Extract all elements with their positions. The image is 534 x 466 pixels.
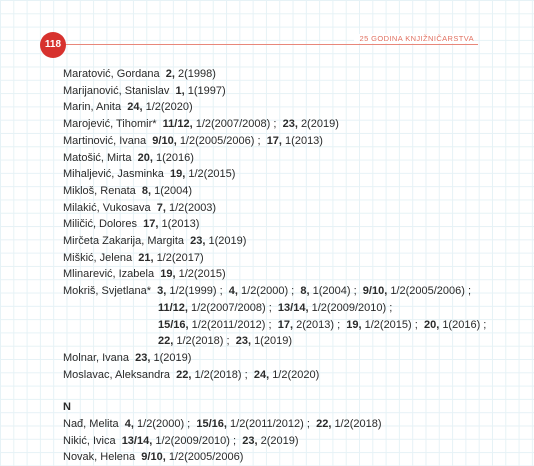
index-entry (63, 350, 503, 367)
volume-reference (160, 268, 225, 280)
index-section-m (63, 66, 503, 383)
volume-number: 20, (137, 151, 153, 164)
author-index (63, 66, 503, 466)
volume-number: 8, (300, 285, 310, 298)
reference-separator: ; (389, 301, 393, 314)
volume-reference (176, 85, 226, 97)
issue-year: 1/2(2003) (169, 201, 217, 214)
volume-number: 8, (141, 184, 152, 197)
volume-reference (267, 135, 323, 147)
issue-year: 1(2013) (285, 134, 323, 147)
volume-reference (158, 335, 223, 347)
author-name: Marojević, Tihomir* (63, 118, 157, 131)
volume-reference (152, 135, 254, 147)
volume-reference (278, 302, 386, 314)
reference-separator: ; (219, 285, 223, 298)
issue-year: 1(2016) (155, 151, 194, 164)
volume-number: 13/14, (121, 434, 153, 447)
index-section-n (63, 416, 503, 466)
author-name: Nađ, Melita (63, 418, 119, 431)
issue-year: 1/2(2015) (188, 168, 236, 181)
reference-separator: ; (268, 318, 272, 331)
index-entry (63, 200, 503, 217)
author-name: Mlinarević, Izabela (63, 268, 155, 281)
issue-year: 1/2(2005/2006) (179, 134, 255, 147)
issue-year: 1/2(2011/2012) (191, 318, 266, 331)
volume-number: 22, (176, 368, 192, 381)
index-entry (63, 99, 503, 116)
volume-number: 9/10, (141, 451, 166, 464)
issue-year: 1/2(2020) (272, 368, 320, 381)
author-name: Miličić, Dolores (63, 218, 137, 231)
issue-year: 2(2019) (300, 118, 339, 131)
volume-reference (122, 435, 230, 447)
volume-reference (300, 285, 350, 297)
author-name: Molnar, Ivana (63, 351, 130, 364)
volume-number: 9/10, (152, 134, 177, 147)
volume-reference (158, 302, 266, 314)
volume-number: 22, (316, 418, 332, 431)
volume-number: 15/16, (196, 418, 227, 431)
volume-reference (138, 152, 194, 164)
index-entry (63, 183, 503, 200)
page-number-badge: 118 (40, 32, 66, 58)
index-entry (63, 449, 503, 466)
index-entry (63, 133, 503, 150)
issue-year: 1(2004) (312, 285, 351, 298)
volume-number: 17, (266, 134, 282, 147)
volume-number: 13/14, (277, 301, 309, 314)
volume-reference (190, 235, 246, 247)
volume-number: 17, (143, 218, 159, 231)
author-name: Maratović, Gordana (63, 68, 160, 80)
reference-separator: ; (291, 285, 295, 298)
volume-reference (157, 202, 216, 214)
volume-number: 22, (158, 335, 174, 348)
issue-year: 1/2(2015) (178, 268, 226, 281)
volume-number: 4, (228, 285, 238, 298)
volume-number: 23, (282, 118, 298, 131)
header-rule (54, 44, 478, 45)
volume-reference (196, 418, 303, 430)
issue-year: 2(2013) (296, 318, 334, 331)
index-entry (63, 250, 503, 267)
volume-reference (143, 218, 199, 230)
issue-year: 1/2(2015) (364, 318, 412, 331)
volume-number: 20, (423, 318, 440, 331)
index-entry (63, 66, 503, 83)
volume-reference (163, 118, 271, 130)
issue-year: 1/2(2009/2010) (311, 301, 387, 314)
volume-number: 24, (253, 368, 270, 381)
author-name: Marijanović, Stanislav (63, 84, 170, 97)
volume-number: 7, (156, 201, 166, 214)
volume-number: 2, (165, 68, 175, 80)
issue-year: 1(1997) (187, 84, 226, 97)
author-name: Nikić, Ivica (63, 434, 116, 447)
author-name: Matošić, Mirta (63, 151, 132, 164)
reference-separator: ; (414, 318, 418, 331)
volume-reference (236, 335, 292, 347)
index-entry (63, 116, 503, 133)
issue-year: 1/2(2000) (241, 285, 289, 298)
issue-year: 2(1998) (177, 68, 216, 80)
reference-separator: ; (483, 318, 487, 331)
volume-number: 21, (138, 251, 154, 264)
page-header (0, 28, 534, 62)
author-name: Mokriš, Svjetlana* (63, 285, 152, 298)
volume-reference (424, 319, 480, 331)
reference-separator: ; (306, 418, 310, 431)
issue-year: 1/2(2018) (334, 418, 382, 431)
index-entry (63, 233, 503, 250)
index-entry (63, 283, 503, 300)
volume-reference (142, 185, 192, 197)
author-name: Novak, Helena (63, 451, 136, 464)
index-entry (63, 166, 503, 183)
volume-reference (242, 435, 298, 447)
index-entry-continuation (63, 317, 503, 334)
issue-year: 1/2(2000) (137, 418, 185, 431)
volume-number: 1, (175, 84, 185, 97)
issue-year: 1/2(2011/2012) (230, 418, 304, 431)
issue-year: 1/2(2007/2008) (195, 118, 271, 131)
volume-reference (278, 319, 334, 331)
reference-separator: ; (257, 134, 261, 147)
issue-year: 1(2016) (442, 318, 481, 331)
volume-reference (283, 118, 339, 130)
issue-year: 1(2019) (153, 351, 192, 364)
volume-reference (176, 369, 241, 381)
volume-reference (158, 319, 265, 331)
issue-year: 1/2(2005/2006) (168, 451, 244, 464)
volume-number: 19, (346, 318, 362, 331)
volume-reference (138, 252, 203, 264)
volume-reference (166, 68, 216, 80)
volume-reference (346, 319, 411, 331)
running-title: 25 GODINA KNJIŽNIČARSTVA (354, 34, 474, 43)
reference-separator: ; (337, 318, 341, 331)
volume-reference (316, 418, 381, 430)
volume-reference (254, 369, 319, 381)
volume-reference (170, 168, 235, 180)
index-entry-continuation (63, 300, 503, 317)
volume-number: 23, (235, 335, 251, 348)
author-name: Marin, Anita (63, 101, 122, 114)
reference-separator: ; (468, 285, 472, 298)
volume-number: 24, (127, 101, 143, 114)
volume-number: 17, (277, 318, 294, 331)
volume-number: 11/12, (158, 301, 188, 314)
issue-year: 1/2(2018) (176, 335, 224, 348)
section-letter-n: N (63, 401, 71, 414)
reference-separator: ; (353, 285, 357, 298)
volume-number: 23, (190, 235, 206, 248)
reference-separator: ; (233, 434, 237, 447)
volume-number: 23, (135, 351, 151, 364)
volume-number: 19, (170, 168, 186, 181)
volume-reference (125, 418, 184, 430)
issue-year: 1(2004) (154, 184, 193, 197)
author-name: Moslavac, Aleksandra (63, 368, 170, 381)
index-entry-continuation (63, 333, 503, 350)
volume-reference (229, 285, 288, 297)
index-entry (63, 266, 503, 283)
issue-year: 1/2(2018) (194, 368, 242, 381)
author-name: Miškić, Jelena (63, 251, 133, 264)
issue-year: 1/2(1999) (169, 285, 217, 298)
volume-reference (157, 285, 216, 297)
volume-number: 23, (242, 434, 258, 447)
index-entry (63, 416, 503, 433)
issue-year: 2(2019) (260, 434, 299, 447)
reference-separator: ; (268, 301, 272, 314)
volume-number: 9/10, (362, 285, 388, 298)
issue-year: 1/2(2005/2006) (390, 285, 465, 298)
issue-year: 1/2(2017) (156, 251, 204, 264)
reference-separator: ; (226, 335, 230, 348)
reference-separator: ; (273, 118, 277, 131)
issue-year: 1/2(2020) (145, 101, 193, 114)
issue-year: 1/2(2007/2008) (191, 301, 266, 314)
author-name: Milakić, Vukosava (63, 201, 151, 214)
issue-year: 1(2019) (208, 235, 247, 248)
index-entry (63, 150, 503, 167)
volume-reference (135, 352, 191, 364)
index-entry (63, 367, 503, 384)
volume-reference (363, 285, 465, 297)
index-entry (63, 216, 503, 233)
author-name: Mirčeta Zakarija, Margita (63, 235, 185, 248)
volume-number: 4, (124, 418, 134, 431)
issue-year: 1(2013) (161, 218, 200, 231)
index-entry (63, 433, 503, 450)
volume-number: 15/16, (158, 318, 189, 331)
reference-separator: ; (244, 368, 248, 381)
author-name: Mikloš, Renata (63, 184, 136, 197)
volume-number: 11/12, (162, 118, 193, 131)
author-name: Martinović, Ivana (63, 134, 147, 147)
volume-reference (127, 101, 192, 113)
author-name: Mihaljević, Jasminka (63, 168, 164, 181)
volume-number: 3, (157, 285, 167, 298)
issue-year: 1(2019) (254, 335, 292, 348)
index-entry (63, 83, 503, 100)
volume-number: 19, (160, 268, 176, 281)
reference-separator: ; (187, 418, 191, 431)
issue-year: 1/2(2009/2010) (155, 434, 230, 447)
